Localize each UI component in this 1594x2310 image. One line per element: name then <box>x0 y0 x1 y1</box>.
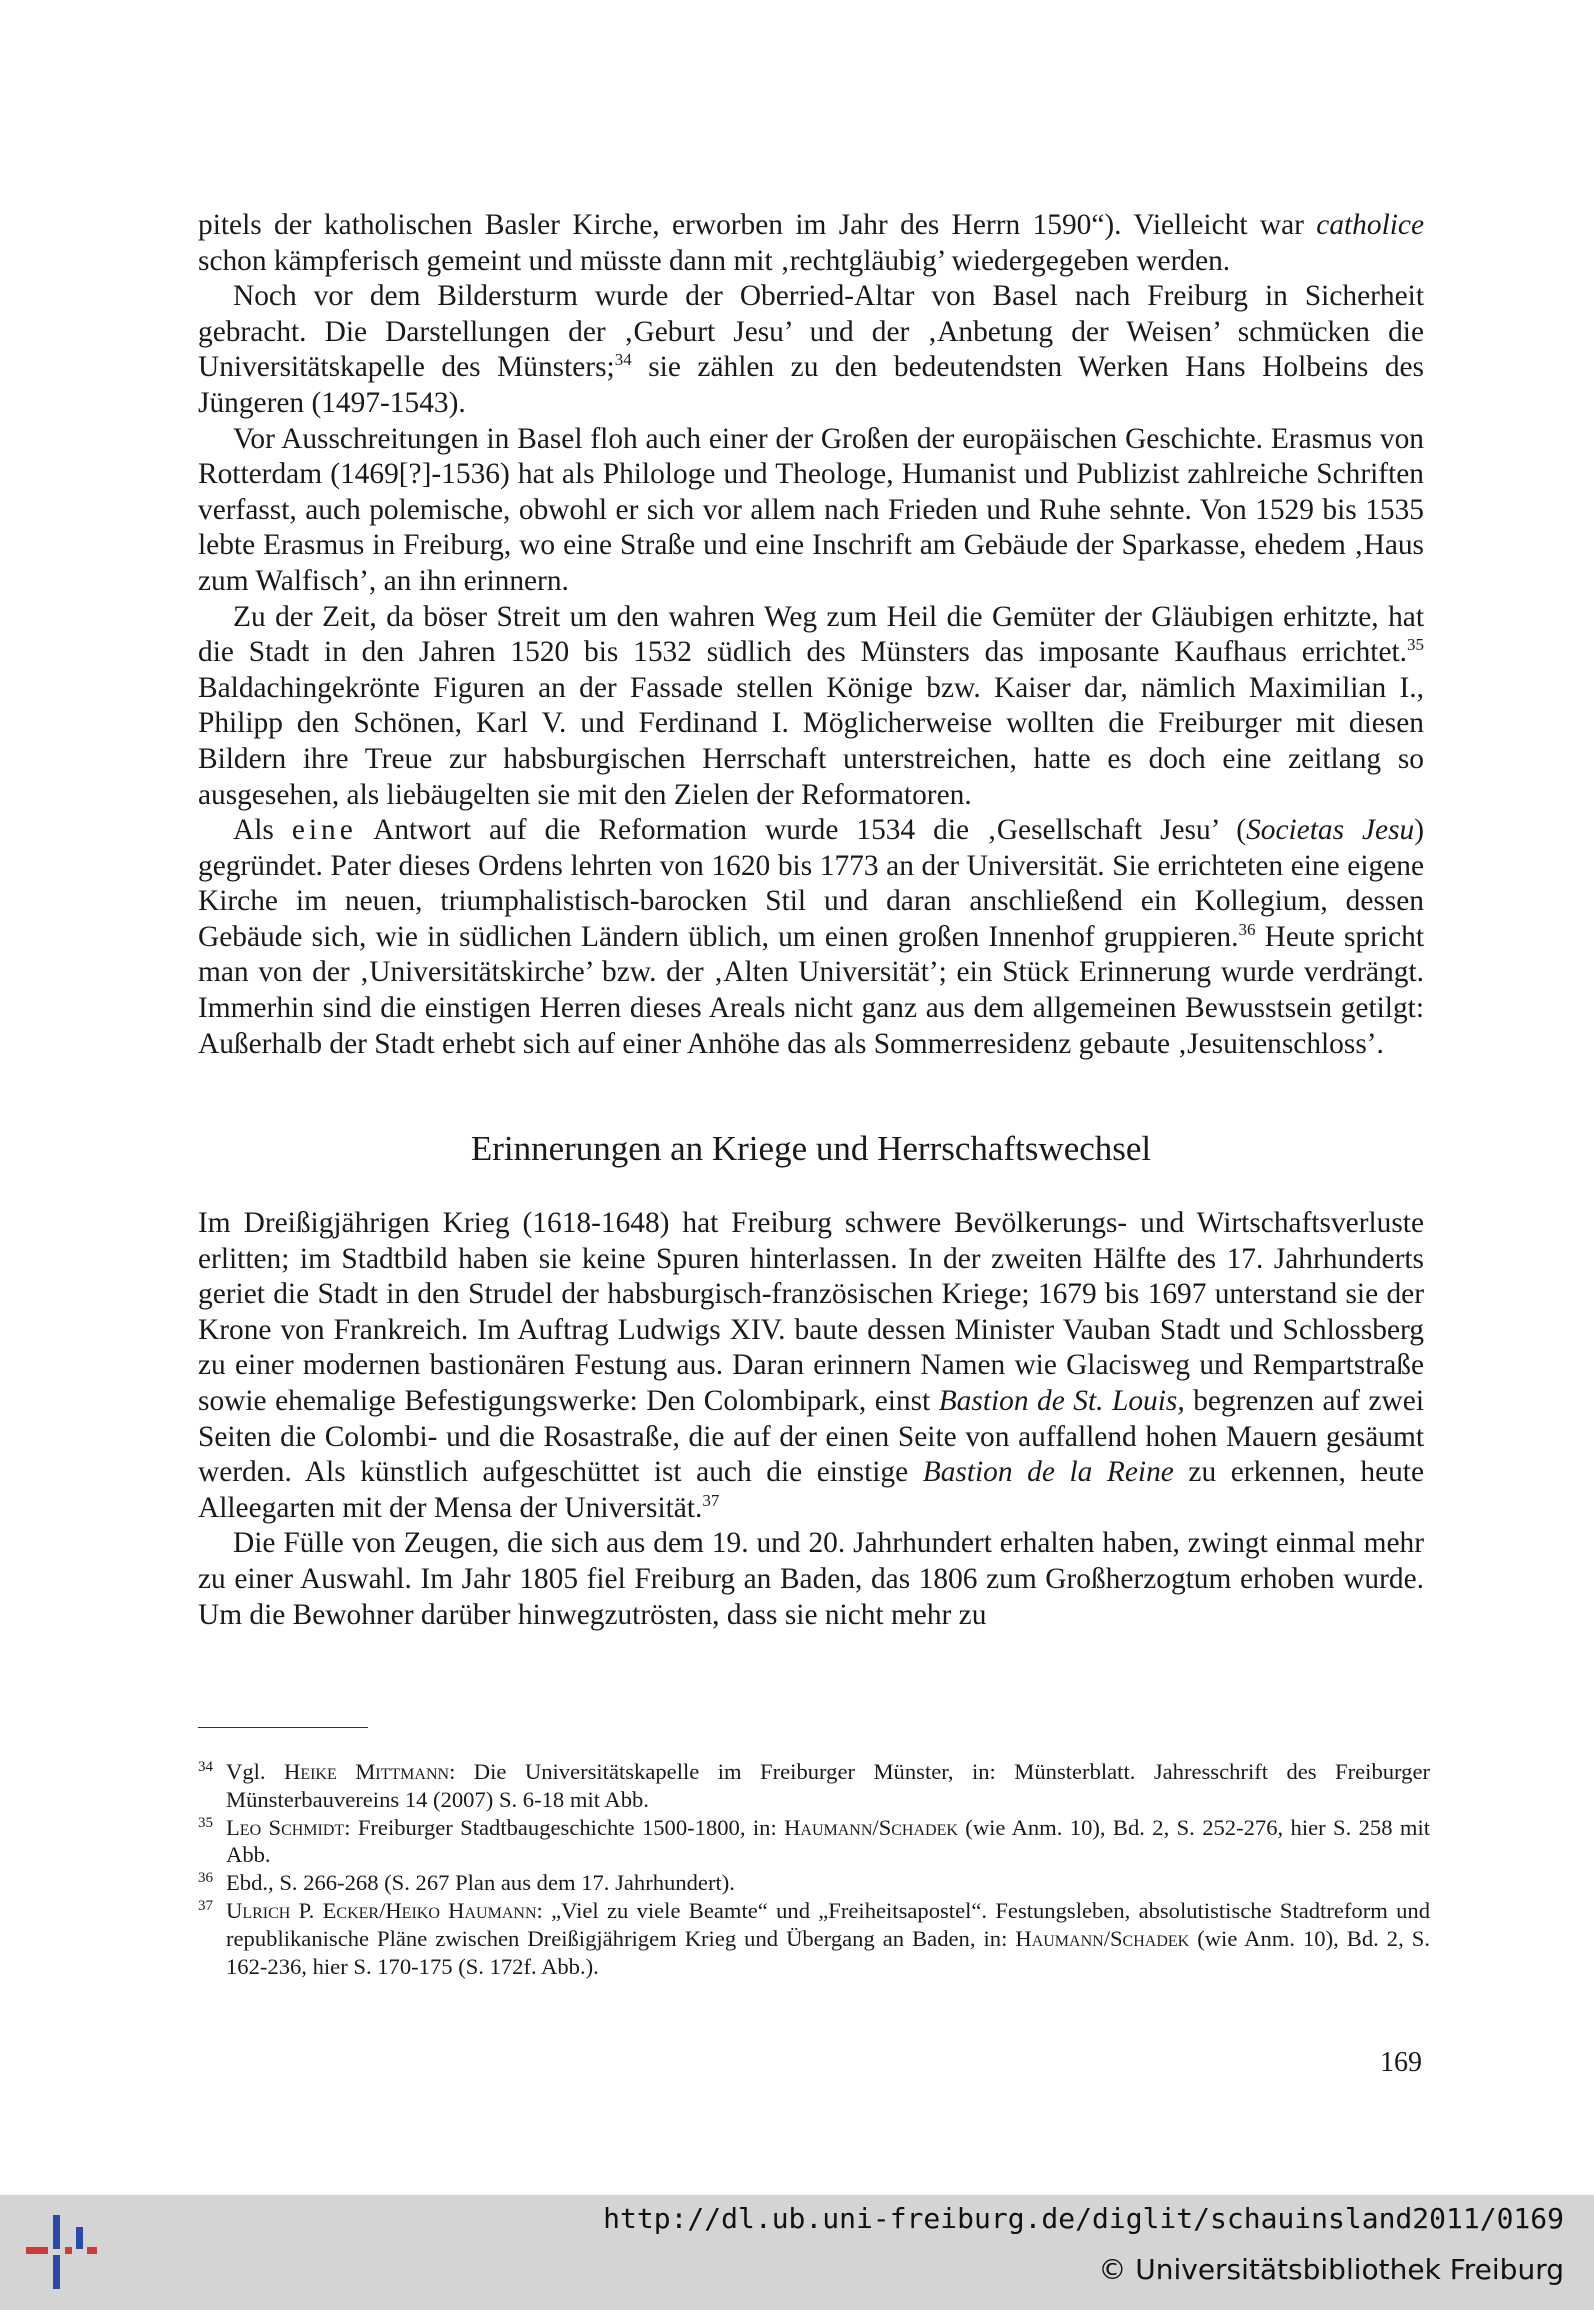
footnote-number: 34 <box>198 1759 213 1775</box>
footnote-37: 37 Ulrich P. Ecker/Heiko Haumann: „Viel zu viele Beamte“ und „Freiheitsapostel“. Festungsleben, absolutistische Stadtreform und republikanische Pläne zwischen Dreißigjährigem Krieg und Übergang an Baden, in: Haumann/Schadek (wie Anm. 10), Bd. 2, S. 162-236, hier S. 170-175 (S. 172f. Abb.). <box>198 1897 1430 1980</box>
footnote-ref: 34 <box>614 350 632 370</box>
paragraph: Vor Ausschreitungen in Basel floh auch einer der Großen der europäischen Geschichte. Erasmus von Rotterdam (1469[?]-1536) hat als Philologe und Theologe, Humanist und Publizist zahlreiche Schriften verfasst, auch polemische, obwohl er sich vor allem nach Frieden und Ruhe sehnte. Von 1529 bis 1535 lebte Erasmus in Freiburg, wo eine Straße und eine Inschrift am Gebäude der Sparkasse, ehedem ‚Haus zum Walfisch’, an ihn erinnern. <box>198 422 1424 597</box>
footnote-ref: 36 <box>1238 920 1256 940</box>
footnote-divider <box>198 1727 368 1728</box>
footnotes <box>198 1758 1430 1980</box>
footnote-34: 34 Vgl. Heike Mittmann: Die Universitätskapelle im Freiburger Münster, in: Münsterblatt. Jahresschrift des Freiburger Münsterbauvereins 14 (2007) S. 6-18 mit Abb. <box>198 1758 1430 1814</box>
paragraph: Die Fülle von Zeugen, die sich aus dem 19. und 20. Jahrhundert erhalten haben, zwingt einmal mehr zu einer Auswahl. Im Jahr 1805 fiel Freiburg an Baden, das 1806 zum Großherzogtum erhoben wurde. Um die Bewohner darüber hinwegzutrösten, dass sie nicht mehr zu <box>198 1527 1424 1631</box>
footnote-ref: 35 <box>1407 635 1424 655</box>
footnote-number: 35 <box>198 1814 213 1831</box>
document-url-link[interactable]: http://dl.ub.uni-freiburg.de/diglit/schauinsland2011/0169 <box>603 2202 1564 2235</box>
paragraph: Als eine Antwort auf die Reformation wurde 1534 die ‚Gesellschaft Jesu’ (Societas Jesu) gegründet. Pater dieses Ordens lehrten von 1620 bis 1773 an der Universität. Sie errichteten eine eigene Kirche im neuen, triumphalistisch-barocken Stil und daran anschließend ein Kollegium, dessen Gebäude sich, wie in südlichen Ländern üblich, um einen großen Innenhof gruppieren.$^{36}$ Heute spricht man von der ‚Universitätskirche’ bzw. der ‚Alten Universität’; ein Stück Erinnerung wurde verdrängt. Immerhin sind die einstigen Herren dieses Areals nicht ganz aus dem allgemeinen Bewusstsein getilgt: Außerhalb der Stadt erhebt sich auf einer Anhöhe das als Sommerresidenz gebaute ‚Jesuitenschloss’. <box>198 814 1425 1060</box>
paragraph: Zu der Zeit, da böser Streit um den wahren Weg zum Heil die Gemüter der Gläubigen erhitzte, hat die Stadt in den Jahren 1520 bis 1532 südlich des Münsters das imposante Kaufhaus errichtet.$^{35}$ Baldachingekrönte Figuren an der Fassade stellen Könige bzw. Kaiser dar, nämlich Maximilian I., Philipp den Schönen, Karl V. und Ferdinand I. Möglicherweise wollten die Freiburger mit diesen Bildern ihre Treue zur habsburgischen Herrschaft unterstreichen, hatte es doch eine zeitlang so ausgesehen, als liebäugelten sie mit den Zielen der Reformatoren. <box>198 600 1424 811</box>
paragraph: Noch vor dem Bildersturm wurde der Oberried-Altar von Basel nach Freiburg in Sicherheit gebracht. Die Darstellungen der ‚Geburt Jesu’ und der ‚Anbetung der Weisen’ schmücken die Universitätskapelle des Münsters;$^{34}$ sie zählen zu den bedeutendsten Werken Hans Holbeins des Jüngeren (1497-1543). <box>198 280 1424 419</box>
footnote-number: 36 <box>198 1870 213 1887</box>
copyright-notice: © Universitätsbibliothek Freiburg <box>1098 2253 1564 2286</box>
body-section-1 <box>198 208 1424 1062</box>
footnote-36: 36 Ebd., S. 266-268 (S. 267 Plan aus dem 17. Jahrhundert). <box>198 1869 1430 1897</box>
footnote-35: 35 Leo Schmidt: Freiburger Stadtbaugeschichte 1500-1800, in: Haumann/Schadek (wie Anm. 10), Bd. 2, S. 252-276, hier S. 258 mit Abb. <box>198 1814 1430 1870</box>
paragraph: pitels der katholischen Basler Kirche, erworben im Jahr des Herrn 1590“). Vielleicht war catholice schon kämpferisch gemeint und müsste dann mit ‚rechtgläubig’ wiedergegeben werden. <box>198 209 1424 277</box>
paragraph: Im Dreißigjährigen Krieg (1618-1648) hat Freiburg schwere Bevölkerungs- und Wirtschaftsverluste erlitten; im Stadtbild haben sie keine Spuren hinterlassen. In der zweiten Hälfte des 17. Jahrhunderts geriet die Stadt in den Strudel der habsburgisch-französischen Kriege; 1679 bis 1697 unterstand sie der Krone von Frankreich. Im Auftrag Ludwigs XIV. baute dessen Minister Vauban Stadt und Schlossberg zu einer modernen bastionären Festung aus. Daran erinnern Namen wie Glacisweg und Rempartstraße sowie ehemalige Befestigungswerke: Den Colombipark, einst Bastion de St. Louis, begrenzen auf zwei Seiten die Colombi- und die Rosastraße, die auf der einen Seite von auffallend hohen Mauern gesäumt werden. Als künstlich aufgeschüttet ist auch die einstige Bastion de la Reine zu erkennen, heute Alleegarten mit der Mensa der Universität.$^{37}$ <box>198 1207 1425 1524</box>
ub-freiburg-logo-icon <box>18 2207 103 2292</box>
page-number: 169 <box>1380 2047 1422 2078</box>
body-section-2 <box>198 1206 1424 1633</box>
footnote-ref: 37 <box>702 1490 720 1510</box>
section-heading: Erinnerungen an Kriege und Herrschaftswechsel <box>470 1129 1152 1168</box>
footnote-number: 37 <box>198 1897 213 1914</box>
